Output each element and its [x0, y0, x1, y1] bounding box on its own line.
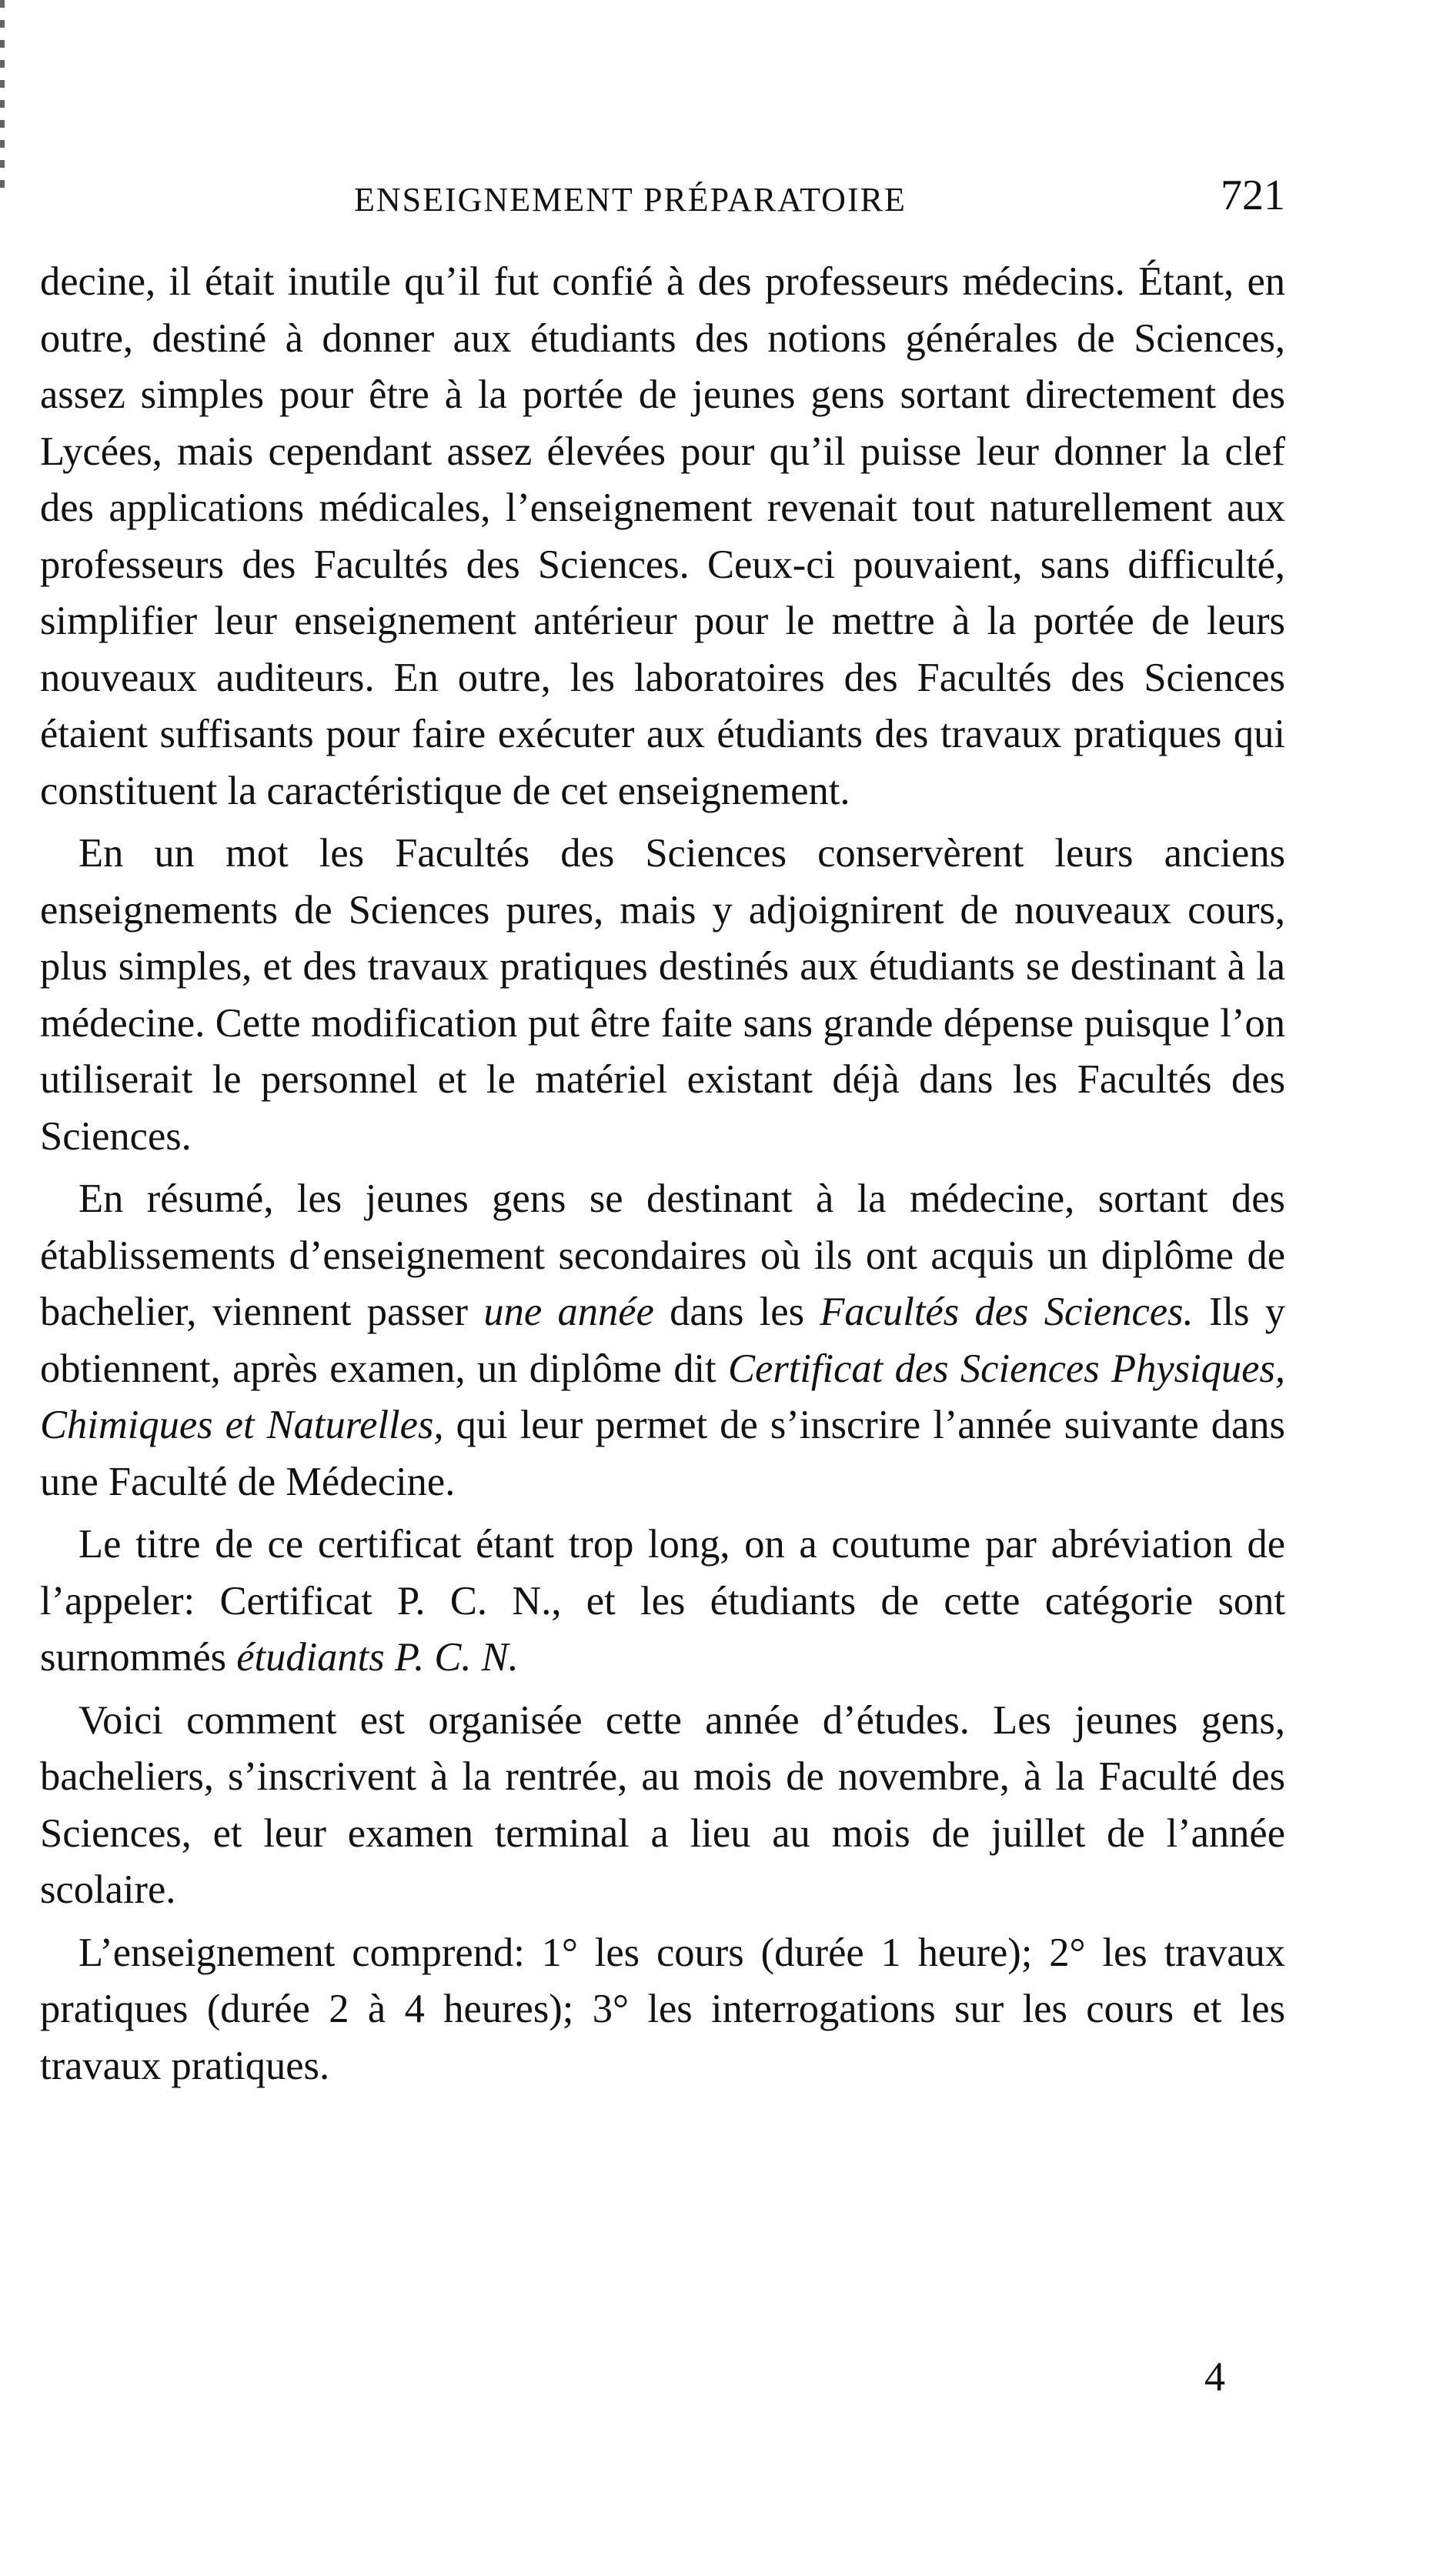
italic-segment: Facultés des Sciences. — [820, 1290, 1194, 1334]
paragraph — [40, 1693, 1285, 1919]
page-edge-marks — [0, 0, 5, 200]
paragraph — [40, 1517, 1285, 1687]
italic-segment: une année — [483, 1290, 654, 1334]
text-segment: qui leur permet de s’inscrire l’année suivante dans une Faculté de Médecine. — [40, 1403, 1285, 1504]
italic-segment: Certificat des Sciences Physiques, Chimiques et Naturelles, — [40, 1346, 1286, 1447]
body-text — [40, 254, 1285, 2094]
paragraph — [40, 1171, 1285, 1510]
paragraph — [40, 1925, 1285, 2095]
paragraph — [40, 254, 1285, 819]
text-segment: En résumé, les jeunes gens se destinant à la médecine, sortant des établissements d’enseignement secondaires où ils ont acquis un diplôme de bachelier, viennent passer — [40, 1176, 1285, 1334]
text-segment: Voici comment est organisée cette année d’études. Les jeunes gens, bacheliers, s’inscrivent à la rentrée, au mois de novembre, à la Faculté des Sciences, et leur examen terminal a lieu au mois de juillet de l’année scolaire. — [40, 1697, 1285, 1912]
page-number: 721 — [1221, 172, 1285, 219]
text-segment: Le titre de ce certificat étant trop long, on a coutume par abréviation de l’appeler: Certificat P. C. N., et les étudiants de cette catégorie sont surnommés — [40, 1522, 1285, 1680]
signature-mark: 4 — [1204, 2354, 1225, 2400]
text-segment: L’enseignement comprend: 1° les cours (durée 1 heure); 2° les travaux pratiques (durée 2 à 4 heures); 3° les interrogations sur les cours et les travaux pratiques. — [40, 1930, 1285, 2088]
text-segment: En un mot les Facultés des Sciences conservèrent leurs anciens enseignements de Sciences pures, mais y adjoignirent de nouveaux cours, plus simples, et des travaux pratiques destinés aux étudiants se destinant à la médecine. Cette modification put être faite sans grande dépense puisque l’on utiliserait le personnel et le matériel existant déjà dans les Facultés des Sciences. — [40, 831, 1285, 1159]
paragraph — [40, 826, 1285, 1165]
text-segment: dans les — [653, 1290, 820, 1334]
running-head: ENSEIGNEMENT PRÉPARATOIRE — [354, 181, 907, 219]
italic-segment: étudiants P. C. N. — [236, 1635, 519, 1680]
text-segment: decine, il était inutile qu’il fut confié à des professeurs médecins. Étant, en outre, destiné à donner aux étudiants des notions générales de Sciences, assez simples pour être à la portée de jeunes gens sortant directement des Lycées, mais cependant assez élevées pour qu’il puisse leur donner la clef des applications médicales, l’enseignement revenait tout naturellement aux professeurs des Facultés des Sciences. Ceux-ci pouvaient, sans difficulté, simplifier leur enseignement antérieur pour le mettre à la portée de leurs nouveaux auditeurs. En outre, les laboratoires des Facultés des Sciences étaient suffisants pour faire exécuter aux étudiants des travaux pratiques qui constituent la caractéristique de cet enseignement. — [40, 259, 1285, 813]
page-header — [354, 171, 1285, 232]
text-segment: Ils y obtiennent, après examen, un diplôme dit — [40, 1290, 1286, 1391]
